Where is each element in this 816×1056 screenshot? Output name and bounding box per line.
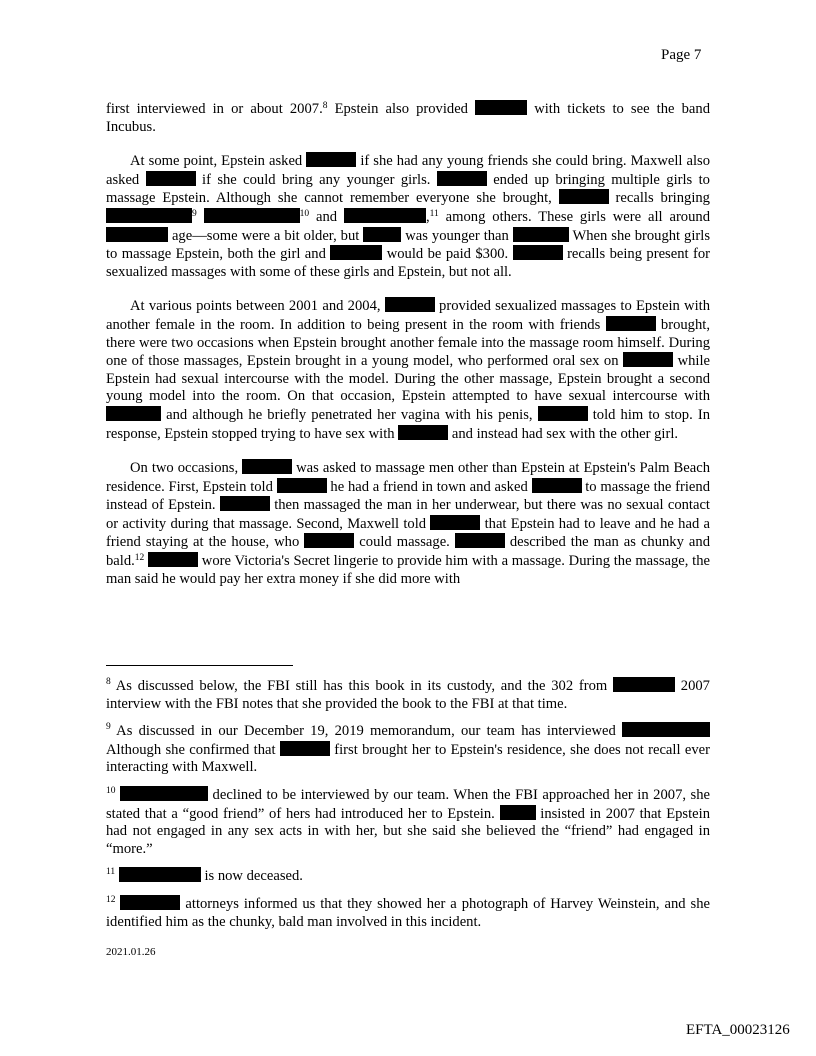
redaction-block <box>398 425 448 440</box>
text-run: described the man as chunky and bald. <box>106 534 710 570</box>
redaction-block <box>304 533 354 548</box>
redaction-block <box>146 171 196 186</box>
redaction-block <box>622 722 710 737</box>
redaction-block <box>106 208 192 223</box>
text-run: provided sexualized massages to Epstein with another female in the room. In addition to being present in the room with friends <box>106 298 710 333</box>
text-run: if she could bring any younger girls. <box>195 171 437 188</box>
body-paragraph <box>106 459 710 588</box>
text-run: if she had any young friends she could bring. Maxwell also asked <box>106 153 710 188</box>
date-stamp: 2021.01.26 <box>106 946 156 958</box>
text-run: brought, there were two occasions when Epstein brought another female into the massage room himself. During one of those massages, Epstein brought in a young model, who performed oral sex on <box>106 316 710 370</box>
text-run: could massage. <box>354 534 455 551</box>
footnote-ref: 11 <box>106 867 116 878</box>
redaction-block <box>220 496 270 511</box>
text-run: to massage the friend instead of Epstein. <box>106 478 710 514</box>
text-run: is now deceased. <box>200 868 303 885</box>
text-run: , <box>425 208 430 225</box>
footnote <box>106 895 710 931</box>
redaction-block <box>106 406 161 421</box>
text-run: with tickets to see the band Incubus. <box>106 101 710 135</box>
footnote-ref: 8 <box>322 101 328 111</box>
text-run: that Epstein had to leave and he had a friend staying at the house, who <box>106 515 710 551</box>
text-run: while Epstein had sexual intercourse with the model. During the other massage, Epstein brought a second young model into the room. On that occasion, Epstein attempted to have sexual intercourse with <box>106 353 710 405</box>
footnote-ref: 9 <box>106 722 111 733</box>
footnote <box>106 867 710 886</box>
text-run: and <box>309 208 344 225</box>
footnote-ref: 8 <box>106 677 111 687</box>
footnote-ref: 12 <box>106 894 116 905</box>
text-run: was asked to massage men other than Epstein at Epstein's Palm Beach residence. First, Epstein told <box>106 460 711 495</box>
text-run: As discussed in our December 19, 2019 memorandum, our team has interviewed <box>110 723 622 740</box>
redaction-block <box>119 867 201 882</box>
text-run: first interviewed in or about 2007. <box>106 101 323 117</box>
text-run: recalls being present for sexualized massages with some of these girls and Epstein, but not all. <box>106 246 710 280</box>
text-run: he had a friend in town and asked <box>326 478 532 495</box>
footnote <box>106 677 710 713</box>
redaction-block <box>204 208 300 223</box>
redaction-block <box>475 100 527 115</box>
footnote-divider <box>106 665 293 666</box>
redaction-block <box>513 245 563 260</box>
text-run: declined to be interviewed by our team. When the FBI approached her in 2007, she stated that a “good friend” of hers had introduced her to Epstein. <box>106 786 710 822</box>
text-run: Although she confirmed that <box>106 741 280 758</box>
text-run: As discussed below, the FBI still has this book in its custody, and the 302 from <box>110 678 614 694</box>
redaction-block <box>306 152 356 167</box>
redaction-block <box>613 677 675 692</box>
redaction-block <box>385 297 435 312</box>
text-run: then massaged the man in her underwear, but there was no sexual contact or activity during that massage. Second, Maxwell told <box>106 497 710 532</box>
text-run: and instead had sex with the other girl. <box>448 425 679 442</box>
text-run: was younger than <box>401 227 513 244</box>
text-run: told him to stop. In response, Epstein stopped trying to have sex with <box>106 406 710 442</box>
footnote-ref: 11 <box>429 208 439 219</box>
redaction-block <box>148 552 198 567</box>
text-run: among others. These girls were all around <box>438 208 710 225</box>
text-run: insisted in 2007 that Epstein had not engaged in any sex acts in with her, but she said she believed the “friend” had engaged in “more.” <box>106 805 710 857</box>
redaction-block <box>280 741 330 756</box>
redaction-block <box>500 805 536 820</box>
text-run: ended up bringing multiple girls to massage Epstein. Although she cannot remember everyone she brought, <box>106 171 710 207</box>
body-paragraph <box>106 152 710 281</box>
text-run: first brought her to Epstein's residence, she does not recall ever interacting with Maxwell. <box>106 741 710 776</box>
page-number: Page 7 <box>661 47 702 63</box>
redaction-block <box>532 478 582 493</box>
text-run: At various points between 2001 and 2004, <box>130 298 385 315</box>
redaction-block <box>606 316 656 331</box>
text-run: attorneys informed us that they showed her a photograph of Harvey Weinstein, and she identified him as the chunky, bald man involved in this incident. <box>106 895 711 930</box>
redaction-block <box>330 245 382 260</box>
body-paragraph <box>106 100 710 136</box>
footnote <box>106 722 710 777</box>
footnote-ref: 12 <box>134 553 145 564</box>
redaction-block <box>242 459 292 474</box>
redaction-block <box>538 406 588 421</box>
redaction-block <box>106 227 168 242</box>
redaction-block <box>344 208 426 223</box>
footnotes <box>106 677 710 940</box>
memo-body <box>106 100 710 604</box>
footnote-ref: 10 <box>106 785 116 796</box>
body-paragraph <box>106 297 710 443</box>
text-run: At some point, Epstein asked <box>130 153 307 170</box>
redaction-block <box>437 171 487 186</box>
redaction-block <box>513 227 569 242</box>
text-run: Epstein also provided <box>327 101 476 117</box>
text-run: When she brought girls to massage Epstein, both the girl and <box>106 227 710 263</box>
text-run: On two occasions, <box>130 460 243 477</box>
text-run: wore Victoria's Secret lingerie to provide him with a massage. During the massage, the man said he would pay her extra money if she did more with <box>106 553 710 587</box>
footnote-ref: 10 <box>299 208 310 219</box>
footnote <box>106 786 710 858</box>
text-run: and although he briefly penetrated her vagina with his penis, <box>161 406 538 423</box>
redaction-block <box>277 478 327 493</box>
text-run <box>197 209 204 225</box>
redaction-block <box>623 352 673 367</box>
text-run: would be paid $300. <box>382 246 513 263</box>
redaction-block <box>430 515 480 530</box>
redaction-block <box>363 227 401 242</box>
redaction-block <box>559 189 609 204</box>
bates-number: EFTA_00023126 <box>686 1022 790 1038</box>
text-run: 2007 interview with the FBI notes that she provided the book to the FBI at that time. <box>106 678 710 712</box>
text-run: recalls bringing <box>608 190 710 207</box>
redaction-block <box>120 786 208 801</box>
redaction-block <box>455 533 505 548</box>
footnote-ref: 9 <box>192 208 197 219</box>
text-run: age—some were a bit older, but <box>168 227 364 244</box>
redaction-block <box>120 895 180 910</box>
